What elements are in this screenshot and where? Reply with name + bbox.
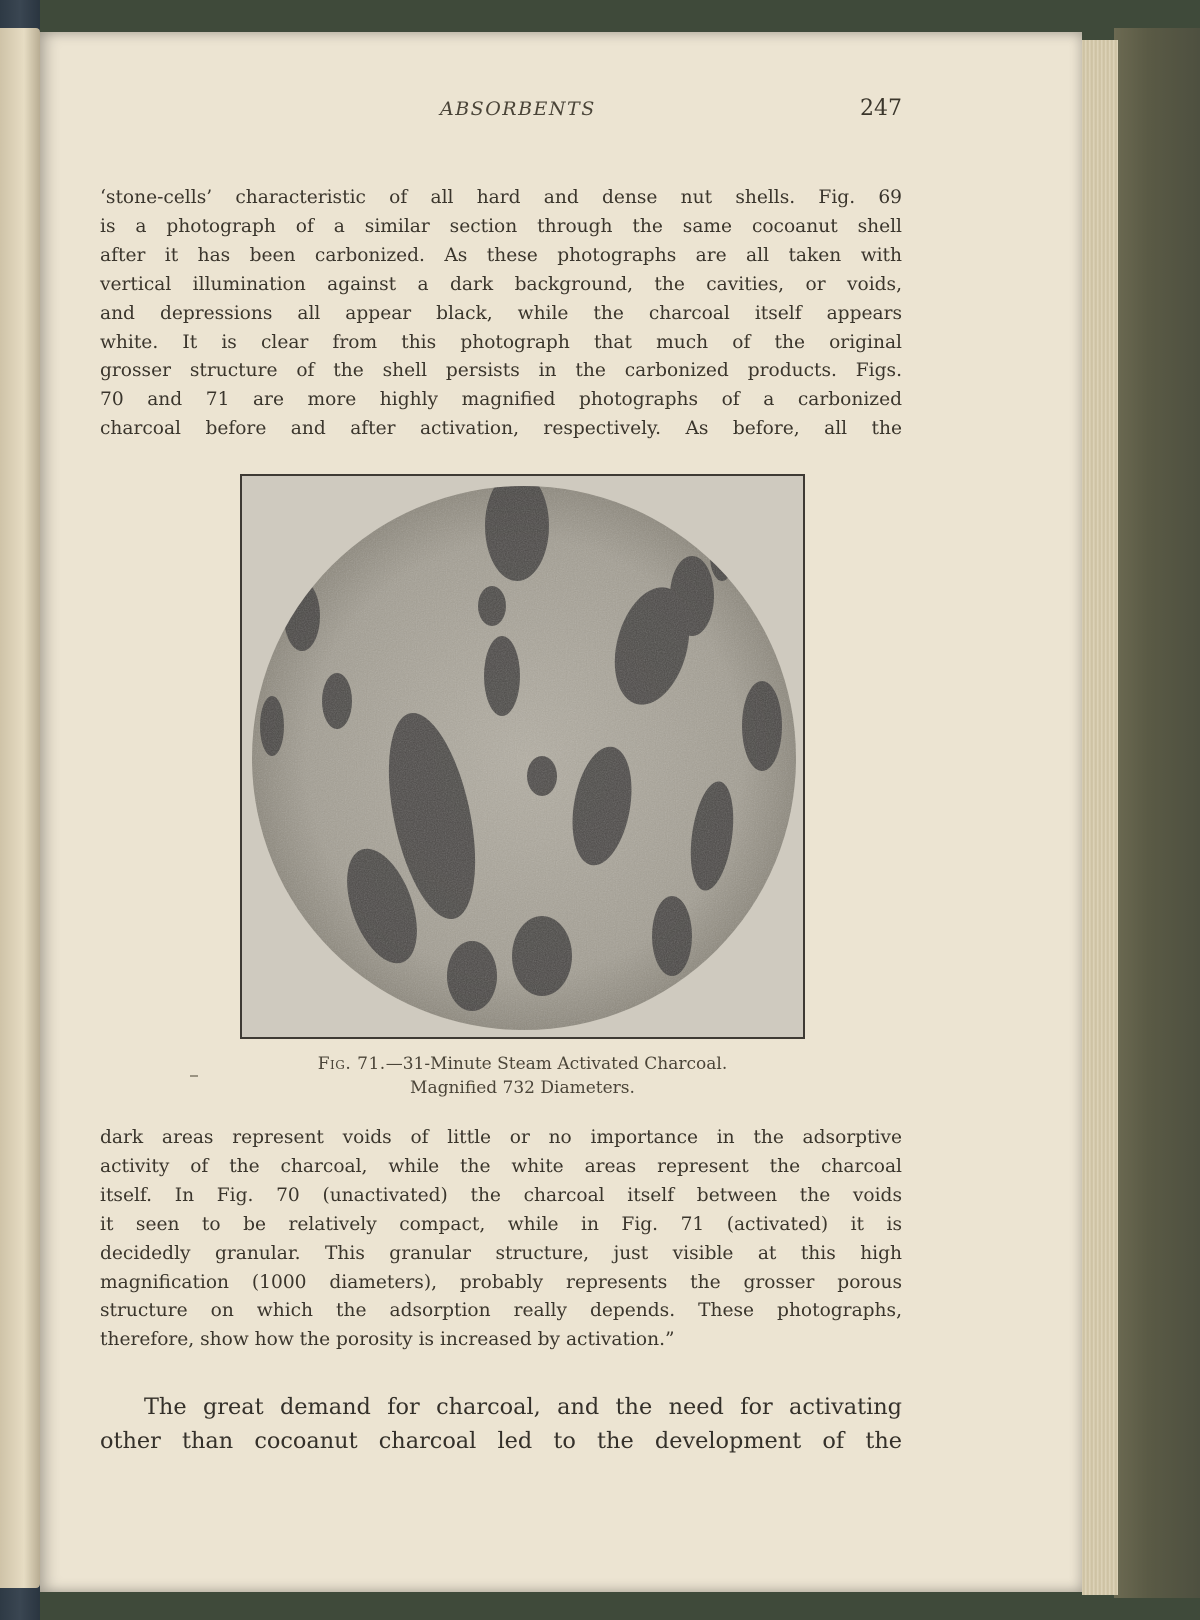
text-line: and depressions all appear black, while the charcoal itself appears [100,302,902,324]
figure-label: Fig. 71. [317,1054,386,1074]
text-line: magnification (1000 diameters), probably represents the grosser porous [100,1271,902,1293]
text-line: vertical illumination against a dark background, the cavities, or voids, [100,273,902,295]
micrograph-image [242,476,803,1037]
text-line: dark areas represent voids of little or no importance in the adsorptive [100,1127,902,1148]
text-line: white. It is clear from this photograph that much of the original [100,331,902,353]
text-line: decidedly granular. This granular structure, just visible at this high [100,1242,902,1264]
paragraph-2 [100,1124,902,1355]
text-line: structure on which the adsorption really depends. These photographs, [100,1300,902,1322]
figure-caption-title: —31-Minute Steam Activated Charcoal. [385,1054,728,1074]
text-line: after it has been carbonized. As these photographs are all taken with [100,244,902,266]
micrograph-figure [240,474,805,1039]
figure-caption-line-1 [240,1054,805,1074]
page-smudge [190,1075,198,1077]
text-line: grosser structure of the shell persists in the carbonized products. Figs. [100,360,902,382]
running-head: ABSORBENTS [440,98,596,120]
page-block-edges [1082,40,1118,1595]
text-line: other than cocoanut charcoal led to the development of the [100,1428,902,1454]
text-line: itself. In Fig. 70 (unactivated) the charcoal itself between the voids [100,1184,902,1206]
paragraph-1 [100,184,902,444]
text-line: The great demand for charcoal, and the need for activating [144,1394,902,1420]
text-line: 70 and 71 are more highly magnified photographs of a carbonized [100,389,902,411]
text-line: therefore, show how the porosity is increased by activation.” [100,1329,675,1351]
page-number: 247 [860,96,902,121]
text-line: it seen to be relatively compact, while in Fig. 71 (activated) it is [100,1213,902,1235]
figure-caption-line-2: Magnified 732 Diameters. [410,1078,635,1098]
book-cover-right [1114,28,1200,1598]
page-header [100,98,902,132]
facing-page-edge [0,28,40,1588]
text-line: ‘stone-cells’ characteristic of all hard and dense nut shells. Fig. 69 [100,187,902,208]
text-line: charcoal before and after activation, respectively. As before, all the [100,418,902,440]
text-line: is a photograph of a similar section through the same cocoanut shell [100,215,902,237]
paragraph-3 [100,1390,902,1458]
text-line: activity of the charcoal, while the white areas represent the charcoal [100,1155,902,1177]
